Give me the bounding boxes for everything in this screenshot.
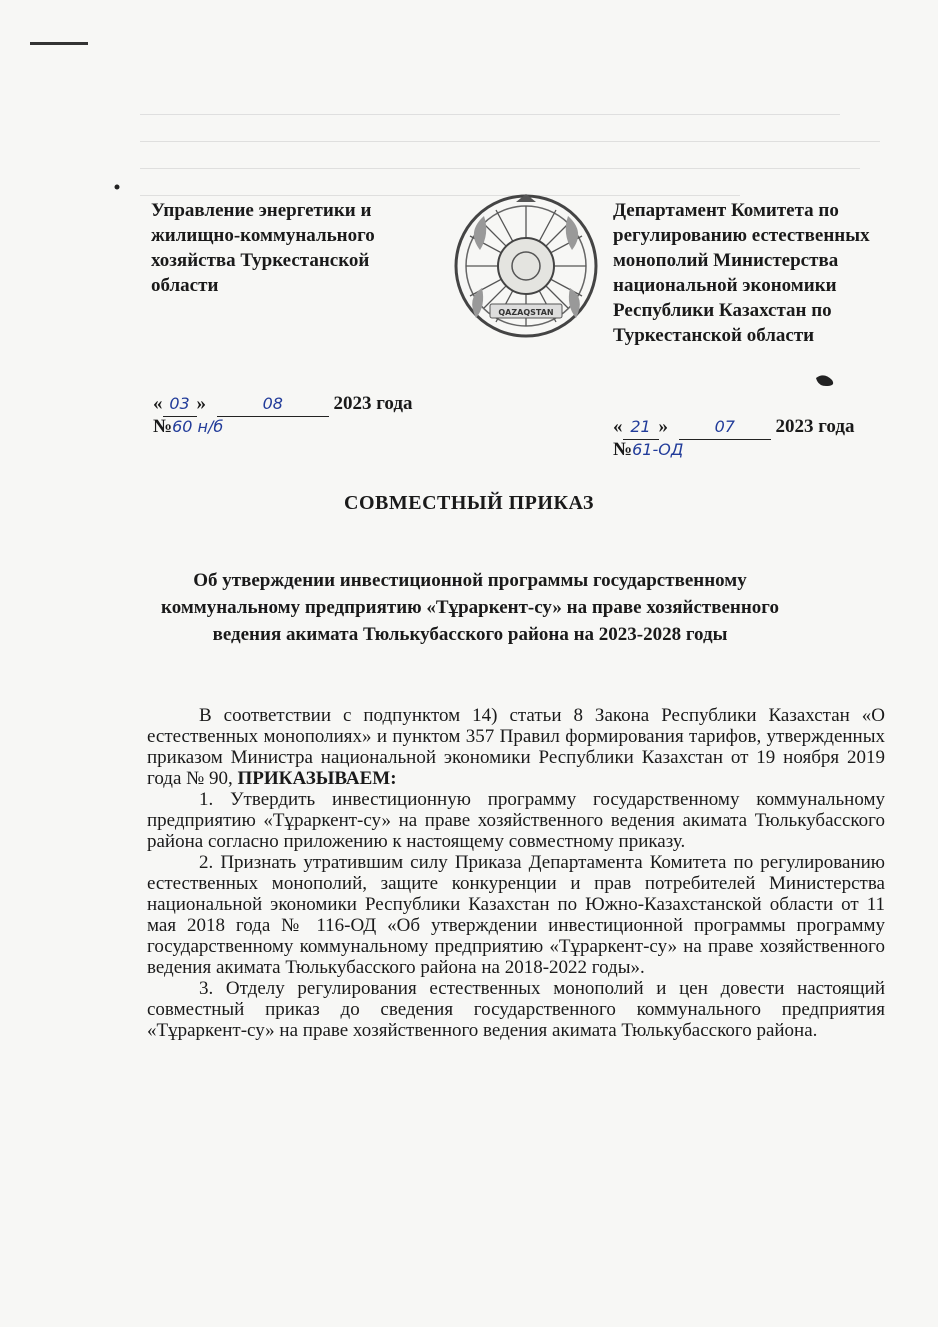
- order-item-2: 2. Признать утратившим силу Приказа Департамента Комитета по регулированию естественных монополий, защите конкуренции и прав потребителей Министерства национальной экономики Республики Казахстан по Южно-Казахстанской области от 11 мая 2018 года № 116-ОД «Об утверждении инвестиционной программы программу государственному коммунальному предприятию «Тұраркент-су» на праве хозяйственного ведения акимата Тюлькубасского района на 2018-2022 годы».: [147, 852, 885, 978]
- document-subject: Об утверждении инвестиционной программы государственному коммунальному предприятию «Тұраркент-су» на праве хозяйственного ведения акимата Тюлькубасского района на 2023-2028 годы: [161, 570, 779, 645]
- left-organization-name: Управление энергетики и жилищно-коммунального хозяйства Туркестанской области: [151, 200, 375, 296]
- right-number-line: [613, 437, 683, 462]
- document-title: СОВМЕСТНЫЙ ПРИКАЗ: [344, 492, 594, 514]
- right-date-quote-open: «: [613, 416, 623, 437]
- corner-mark: [30, 42, 88, 45]
- left-number-prefix: №: [153, 416, 173, 437]
- emblem-caption: QAZAQSTAN: [498, 308, 554, 317]
- right-number-prefix: №: [613, 439, 633, 460]
- right-date-year: 2023 года: [775, 416, 855, 437]
- order-item-3: 3. Отделу регулирования естественных монополий и цен довести настоящий совместный приказ до сведения государственного коммунального предприятия «Тұраркент-су» на праве хозяйственного ведения акимата Тюлькубасского района.: [147, 978, 885, 1041]
- order-item-1: 1. Утвердить инвестиционную программу государственному коммунальному предприятию «Тұраркент-су» на праве хозяйственного ведения акимата Тюлькубасского района согласно приложению к настоящему совместному приказу.: [147, 789, 885, 852]
- right-document-number: 61-ОД: [632, 440, 684, 459]
- preamble-paragraph: [147, 705, 885, 789]
- right-date-day: 21: [630, 417, 651, 436]
- ink-mark-icon: [812, 370, 842, 390]
- left-date-quote-close: »: [196, 393, 206, 414]
- kazakhstan-state-emblem-icon: [452, 192, 600, 340]
- right-organization-name: Департамент Комитета по регулированию естественных монополий Министерства национальной экономики Республики Казахстан по Туркестанской области: [613, 200, 870, 346]
- dot-mark-icon: [112, 182, 122, 192]
- left-date-year: 2023 года: [333, 393, 413, 414]
- preamble-text: В соответствии с подпунктом 14) статьи 8 Закона Республики Казахстан «О естественных монополиях» и пунктом 357 Правил формирования тарифов, утвержденных приказом Министра национальной экономики Республики Казахстан от 19 ноября 2019 года № 90,: [147, 705, 885, 789]
- left-date-month: 08: [262, 394, 283, 413]
- right-date-month: 07: [714, 417, 735, 436]
- left-document-number: 60 н/б: [172, 417, 224, 436]
- right-date-quote-close: »: [658, 416, 668, 437]
- bleed-through-text: [140, 96, 900, 206]
- left-number-line: [153, 414, 223, 439]
- left-date-day: 03: [169, 394, 190, 413]
- order-word: ПРИКАЗЫВАЕМ:: [237, 768, 397, 789]
- document-body: [147, 705, 885, 1041]
- left-date-quote-open: «: [153, 393, 163, 414]
